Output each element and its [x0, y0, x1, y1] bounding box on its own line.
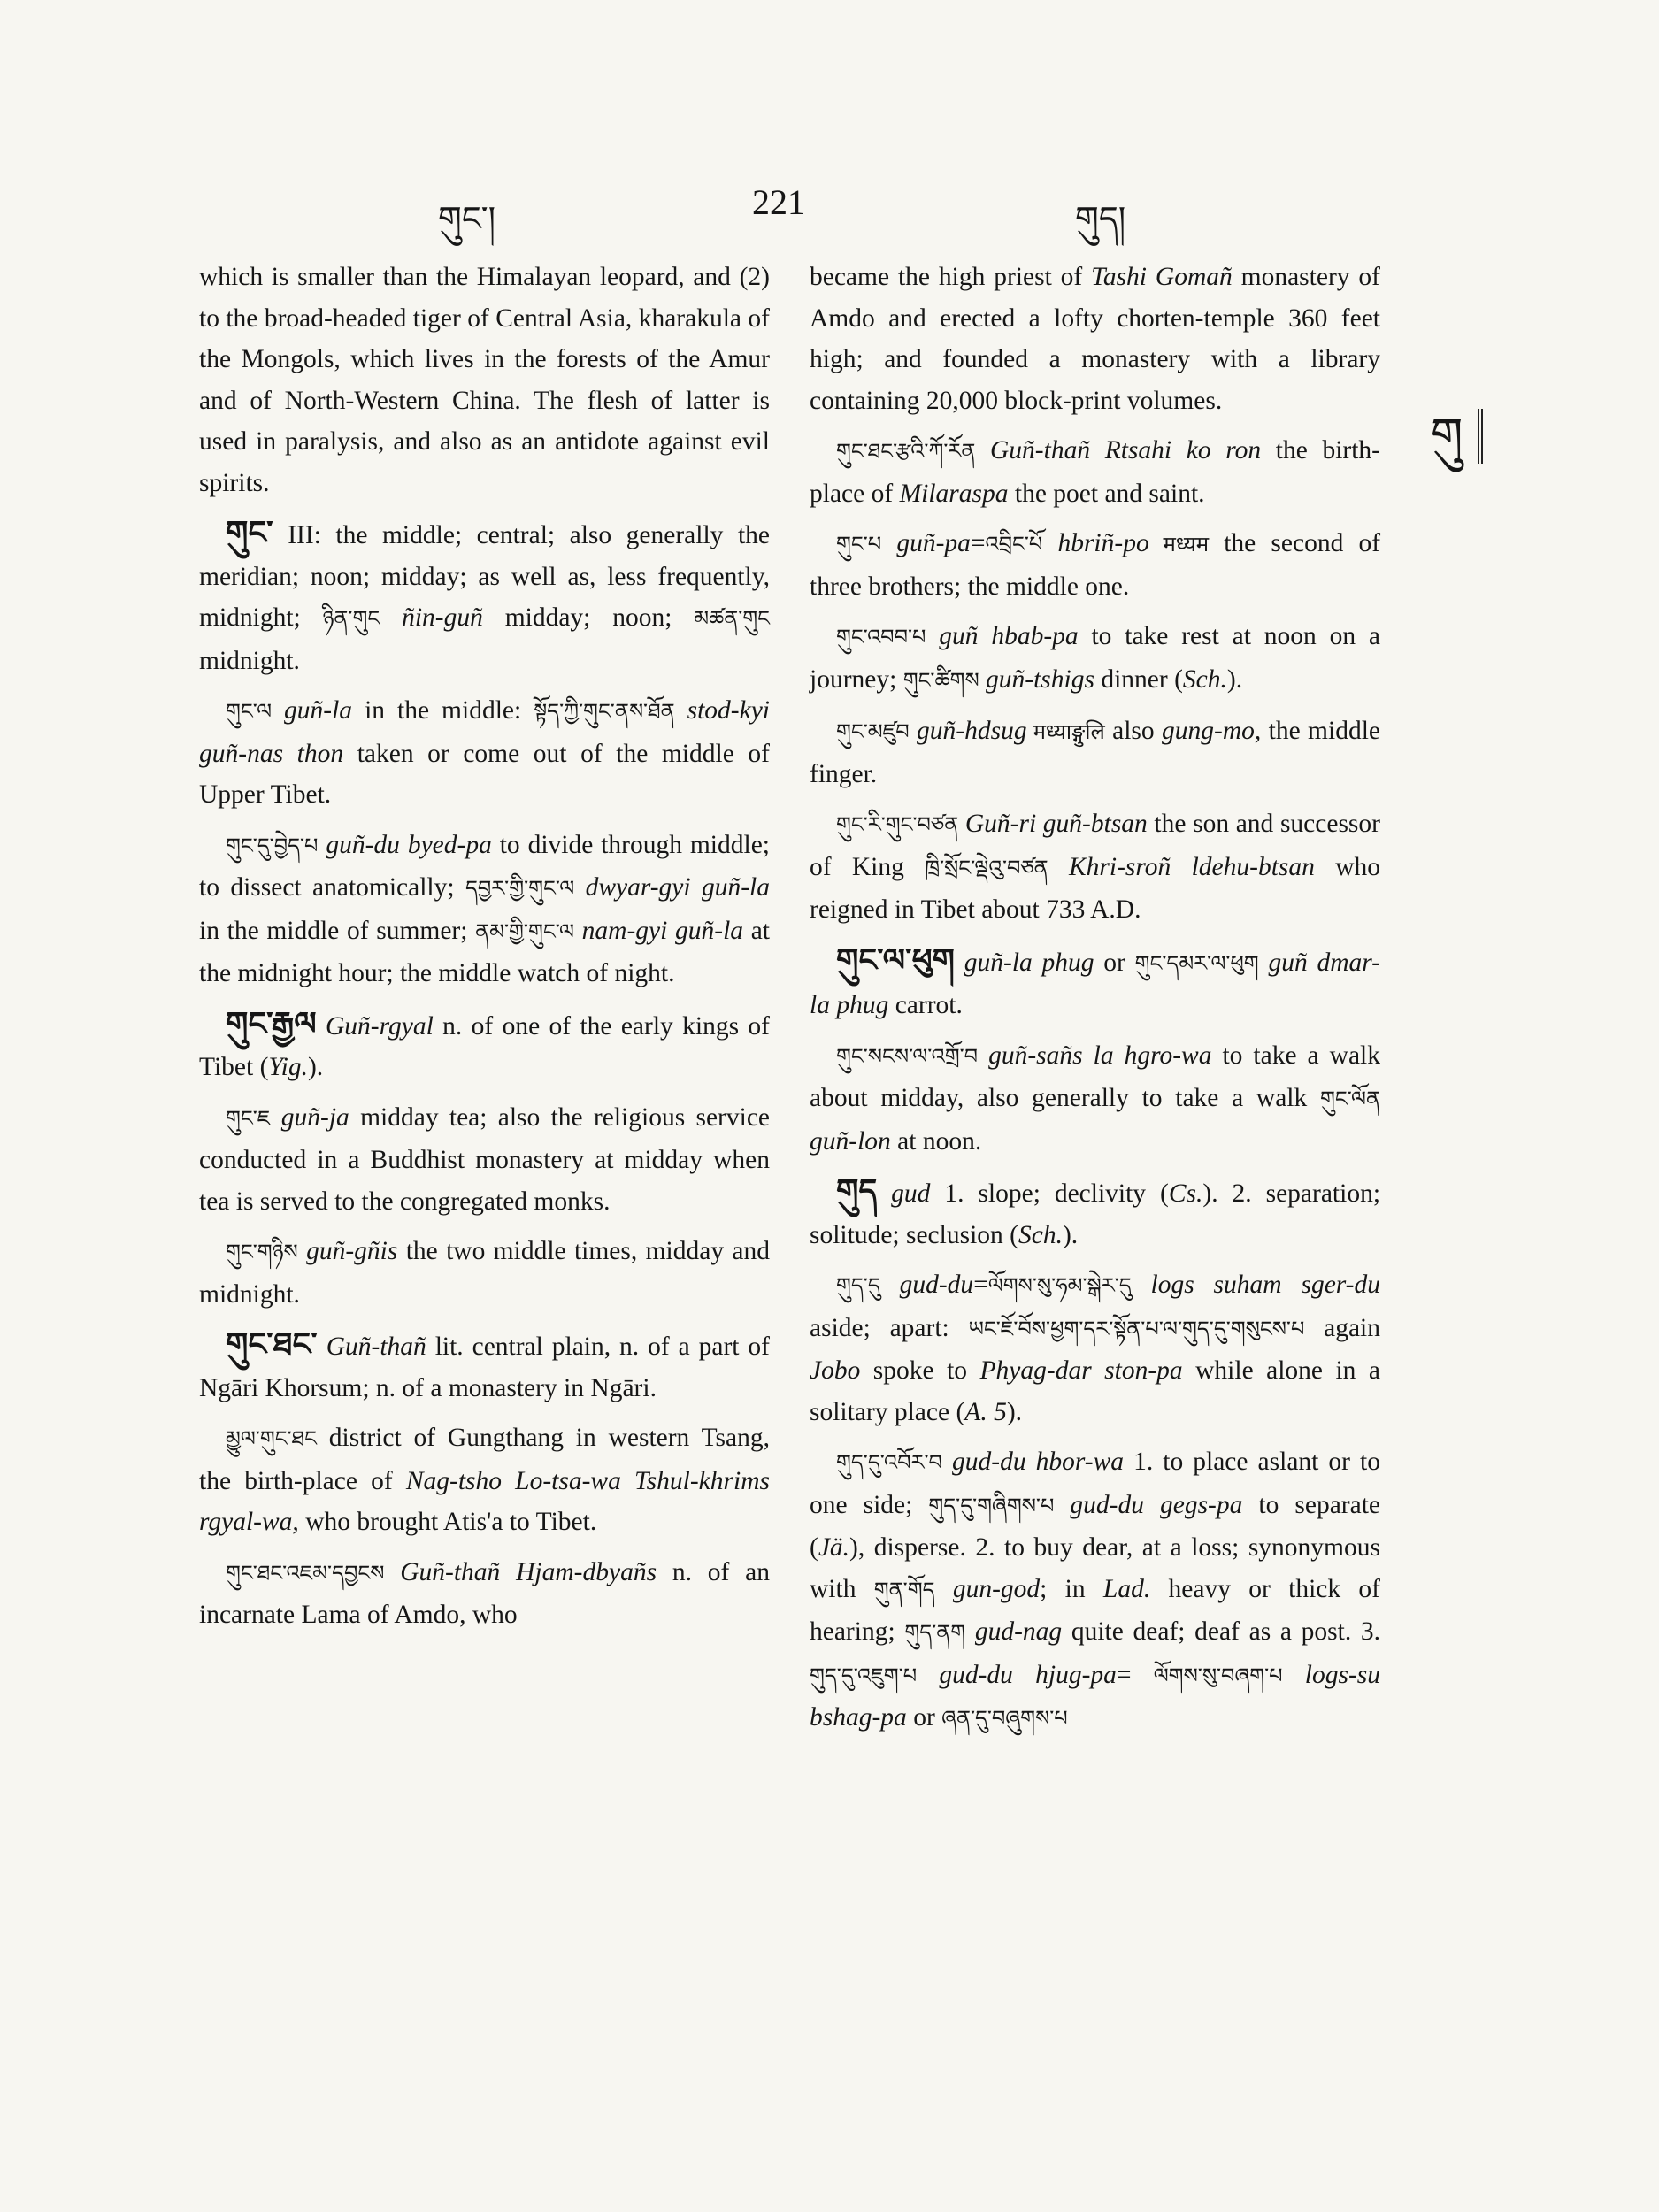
tibetan-term: གུན་གོད	[873, 1578, 935, 1602]
transliteration: gud-du gegs-pa	[1070, 1490, 1243, 1519]
transliteration: gun-god	[952, 1574, 1041, 1603]
transliteration: gung-mo,	[1162, 717, 1262, 745]
transliteration: nam-gyi guñ-la	[581, 916, 744, 945]
tibetan-term: མཚན་གུང	[694, 608, 770, 631]
transliteration: guñ-gñis	[306, 1237, 398, 1265]
entry-text: =	[970, 529, 986, 557]
entry-text	[1042, 529, 1057, 557]
entry-text	[384, 1558, 400, 1586]
tibetan-term: གུད་ནག	[904, 1622, 966, 1645]
entry-text: district of Gungthang in western Tsang, the birth-place of	[199, 1424, 770, 1495]
transliteration: Nag-tsho Lo-tsa-wa Tshul-khrims rgyal-wa,	[199, 1466, 770, 1536]
entry-text: or	[1094, 948, 1135, 977]
entry-text: ). 2. separation; solitude; seclusion (	[810, 1179, 1381, 1249]
entry-text: to take rest at noon on a journey;	[810, 622, 1381, 694]
entry-text: the son and successor of King	[810, 810, 1380, 881]
entry-text	[380, 603, 402, 632]
dictionary-entry	[810, 1171, 1380, 1256]
tibetan-term: གུད་དུ་འཇུག་པ	[810, 1664, 918, 1688]
transliteration: gud-du hjug-pa	[939, 1660, 1117, 1689]
tibetan-term: གུང་ལོན	[1319, 1088, 1380, 1111]
entry-text	[965, 1617, 975, 1646]
transliteration: guñ dmar-la phug	[810, 948, 1381, 1019]
transliteration: Khri-sroñ ldehu-btsan	[1069, 852, 1315, 881]
entry-text: in the middle of summer;	[199, 916, 476, 945]
transliteration: Phyag-dar ston-pa	[979, 1356, 1183, 1385]
entry-text: lit. central plain, n. of a part of Ngāri Khorsum; n. of a monastery in Ngāri.	[199, 1333, 770, 1402]
entry-text: the middle finger.	[810, 717, 1380, 788]
dictionary-entry	[810, 523, 1380, 607]
tibetan-term: གུང་ལ	[226, 701, 273, 724]
entry-text: became the high priest of	[810, 263, 1092, 291]
dictionary-entry	[199, 1417, 770, 1543]
tibetan-term: ཡང་ཇོ་བོས་ཕྱག་དར་སྟོན་པ་ལ་གུད་དུ་གསུངས་པ	[968, 1317, 1305, 1341]
transliteration: guñ-hdsug	[917, 717, 1027, 745]
tibetan-term: གུང་མཛུབ	[836, 721, 910, 744]
tibetan-term: གུང་དུ་བྱེད་པ	[226, 834, 319, 858]
tibetan-term: སྟོད་ཀྱི་གུང་ནས་ཐོན	[534, 701, 675, 724]
entry-text: ).	[1226, 664, 1243, 694]
headword: གུང་	[226, 515, 273, 550]
entry-text: carrot.	[888, 991, 963, 1019]
entry-text: who reigned in Tibet about 733 A.D.	[810, 852, 1380, 924]
entry-text: which is smaller than the Himalayan leopard, and (2) to the broad-headed tiger of Central Asia, kharakula of the Mongols, which lives in the forests of the Amur and of North-Western China. The flesh of latter is used in paralysis, and also as an antidote against evil spirits.	[199, 263, 770, 497]
entry-text: while alone in a solitary place (	[810, 1356, 1380, 1426]
transliteration: gud-du	[899, 1271, 974, 1299]
transliteration: logs suham sger-du	[1150, 1271, 1380, 1299]
entry-text: heavy or thick of hearing;	[810, 1574, 1381, 1646]
transliteration: guñ-tshigs	[986, 664, 1094, 694]
entry-text: midday; noon;	[482, 603, 695, 632]
tibetan-term: དབྱར་གྱི་གུང་ལ	[465, 878, 575, 901]
entry-text	[881, 529, 896, 557]
transliteration: dwyar-gyi guñ-la	[585, 873, 770, 902]
entry-text	[978, 1041, 988, 1070]
left-column	[199, 257, 770, 1645]
transliteration: Jä.	[818, 1533, 850, 1562]
page-header	[0, 181, 1659, 238]
tibetan-term: ལོགས་སུ་ཧམ་སྒེར་དུ	[987, 1275, 1132, 1298]
entry-text	[1132, 1271, 1151, 1299]
entry-text: aside; apart:	[810, 1313, 969, 1342]
headword: གུད	[836, 1173, 878, 1209]
entry-text: n. of an incarnate Lama of Amdo, who	[199, 1557, 770, 1629]
dictionary-entry	[810, 803, 1380, 931]
entry-text: to take a walk about midday, also generally to take a walk	[810, 1041, 1380, 1112]
entry-text: the two middle times, midday and midnight.	[199, 1237, 771, 1309]
transliteration: Lad.	[1102, 1574, 1151, 1603]
entry-text: also	[1104, 717, 1163, 745]
entry-text	[958, 810, 965, 838]
entry-text	[942, 1448, 952, 1476]
transliteration: stod-kyi guñ-nas thon	[199, 696, 771, 768]
entry-text	[272, 696, 284, 725]
dictionary-entry	[199, 1097, 770, 1223]
transliteration: guñ-du byed-pa	[326, 830, 492, 859]
dictionary-entry	[810, 1441, 1380, 1740]
transliteration: Cs.	[1168, 1179, 1203, 1208]
entry-text: spoke to	[860, 1356, 980, 1385]
dictionary-entry	[199, 690, 770, 816]
dictionary-entry	[810, 710, 1380, 795]
entry-text: who brought Atis'a to Tibet.	[298, 1508, 597, 1536]
tibetan-term: གུང་ཇ	[226, 1107, 271, 1131]
transliteration: Guñ-ri guñ-btsan	[964, 810, 1148, 838]
tibetan-term: གུད་དུ་གཞིགས་པ	[928, 1494, 1055, 1518]
dictionary-entry	[199, 1231, 770, 1315]
entry-text	[1054, 1491, 1070, 1519]
entry-text: dinner (	[1094, 664, 1183, 694]
transliteration: hbriñ-po	[1057, 529, 1149, 557]
transliteration: guñ-la phug	[964, 948, 1094, 977]
entry-text: 1. to place aslant or to one side;	[810, 1448, 1380, 1519]
transliteration: guñ-pa	[896, 529, 971, 557]
dictionary-entry	[810, 430, 1380, 514]
entry-text: the second of three brothers; the middle one.	[810, 529, 1381, 601]
tibetan-term: གུད་དུ་འབོར་བ	[836, 1452, 942, 1475]
entry-text	[675, 696, 687, 725]
entry-text: III: the middle; central; also generally the meridian; noon; midday; as well as, less frequently, midnight;	[199, 521, 770, 632]
headword: གུང་ཐང་	[226, 1326, 318, 1362]
entry-text	[975, 436, 990, 465]
transliteration: Milaraspa	[899, 479, 1009, 508]
entry-text	[574, 917, 582, 945]
entry-text	[1048, 853, 1069, 881]
transliteration: guñ-ja	[280, 1102, 349, 1132]
entry-text	[318, 831, 326, 859]
transliteration: Guñ-thañ Hjam-dbyañs	[400, 1557, 657, 1586]
transliteration: gud-nag	[974, 1617, 1063, 1646]
entry-text: or	[906, 1703, 942, 1732]
entry-text: ).	[1062, 1220, 1079, 1249]
dictionary-entry	[810, 1035, 1380, 1163]
dictionary-entry	[199, 257, 770, 503]
dictionary-entry	[199, 512, 770, 681]
transliteration: Sch.	[1182, 664, 1227, 694]
entry-text	[317, 1012, 326, 1041]
entry-text	[270, 1103, 280, 1132]
transliteration: ñin-guñ	[402, 603, 483, 632]
transliteration: Yig.	[268, 1053, 308, 1081]
dictionary-entry	[810, 257, 1380, 421]
entry-text: at the midnight hour; the middle watch of night.	[199, 916, 771, 987]
tibetan-term: ཞན་དུ་བཞུགས་པ	[941, 1708, 1068, 1731]
entry-text: ), disperse. 2. to buy dear, at a loss; synonymous with	[810, 1533, 1380, 1603]
transliteration: guñ-lon	[810, 1126, 891, 1156]
dictionary-entry	[199, 1003, 770, 1088]
dictionary-entry	[199, 1324, 770, 1409]
entry-text	[955, 949, 964, 977]
entry-text	[1259, 949, 1269, 977]
right-column	[810, 257, 1380, 1749]
transliteration: Guñ-rgyal	[326, 1011, 434, 1041]
entry-text: taken or come out of the middle of Upper Tibet.	[199, 739, 770, 809]
entry-text: =	[1116, 1660, 1154, 1689]
entry-text: ).	[307, 1053, 324, 1081]
entry-text: midday tea; also the religious service conducted in a Buddhist monastery at midday when tea is served to the congregated monks.	[199, 1102, 771, 1216]
entry-text	[318, 1333, 326, 1361]
entry-text: monastery of Amdo and erected a lofty chorten-temple 360 feet high; and founded a monastery with a library containing 20,000 block-print volumes.	[810, 263, 1380, 415]
entry-text	[298, 1237, 306, 1265]
entry-text	[910, 717, 917, 745]
entry-text: quite deaf; deaf as a post. 3.	[1062, 1617, 1381, 1646]
tibetan-term: मध्याङ्गुलि	[1026, 721, 1105, 744]
entry-text: to separate (	[810, 1490, 1380, 1562]
tibetan-term: ཁྲི་སྲོང་ལྡེའུ་བཙན	[925, 856, 1048, 880]
entry-text: at noon.	[890, 1126, 982, 1156]
tibetan-term: གུང་འབབ་པ	[836, 626, 926, 649]
tibetan-term: གུང་སངས་ལ་འགྲོ་བ	[836, 1045, 979, 1069]
transliteration: guñ hbab-pa	[939, 622, 1079, 650]
entry-text	[880, 1271, 900, 1299]
entry-text: midnight.	[199, 646, 300, 675]
entry-text: 1. slope; declivity (	[930, 1179, 1169, 1208]
tibetan-term: གུང་པ	[836, 534, 882, 557]
entry-text	[917, 1661, 939, 1689]
tibetan-term: གུང་རི་གུང་བཙན	[836, 814, 959, 837]
transliteration: Guñ-thañ	[326, 1333, 426, 1361]
transliteration: A. 5	[964, 1397, 1007, 1426]
page-number: 221	[752, 182, 805, 222]
tibetan-term: གུད་དུ	[836, 1275, 880, 1298]
tibetan-term: ཉིན་གུང	[322, 608, 380, 631]
entry-text: again	[1304, 1313, 1380, 1342]
headword: གུང་ལ་ཕུག	[836, 941, 955, 978]
transliteration: logs-su bshag-pa	[810, 1660, 1380, 1732]
dictionary-entry	[199, 1552, 770, 1636]
thumb-index-tab: གུ	[1416, 409, 1483, 464]
dictionary-entry	[199, 825, 770, 995]
headword: གུང་རྒྱལ	[226, 1005, 317, 1041]
tibetan-term: འབྲིང་པོ	[985, 534, 1043, 557]
entry-text: n. of one of the early kings of Tibet (	[199, 1011, 770, 1081]
entry-text	[877, 1179, 891, 1208]
tibetan-term: གུང་ཐང་འཇམ་དབྱངས	[226, 1562, 385, 1586]
entry-text	[935, 1575, 953, 1603]
entry-text: ; in	[1040, 1574, 1103, 1603]
entry-text	[979, 665, 986, 694]
dictionary-entry	[810, 616, 1380, 702]
entry-text: =	[973, 1271, 988, 1299]
entry-text: the birth-place of	[810, 436, 1380, 508]
tibetan-term: གུང་དམར་ལ་ཕུག	[1134, 952, 1259, 976]
entry-text: ).	[1006, 1397, 1023, 1426]
entry-text	[1283, 1661, 1305, 1689]
header-right-guideword: གུད།	[1075, 201, 1126, 238]
transliteration: Jobo	[810, 1356, 861, 1385]
transliteration: gud	[891, 1179, 931, 1208]
transliteration: guñ-la	[284, 696, 353, 725]
tibetan-term: मध्यम	[1148, 534, 1210, 557]
tibetan-term: གུང་ཐང་རྩའི་ཀོ་རོན	[836, 441, 976, 464]
entry-text: the poet and saint.	[1008, 479, 1205, 508]
entry-text: in the middle:	[352, 696, 534, 725]
entry-text: to divide through middle; to dissect anatomically;	[199, 830, 770, 902]
entry-text	[926, 622, 939, 650]
transliteration: guñ-sañs la hgro-wa	[988, 1041, 1212, 1070]
header-left-guideword: གུང་།	[438, 201, 496, 238]
transliteration: Tashi Gomañ	[1091, 263, 1233, 291]
transliteration: Sch.	[1018, 1220, 1063, 1249]
transliteration: Guñ-thañ Rtsahi ko ron	[990, 436, 1262, 465]
tibetan-term: ལོགས་སུ་བཞག་པ	[1153, 1664, 1283, 1688]
entry-text	[574, 873, 585, 902]
tibetan-term: ནམ་གྱི་གུང་ལ	[475, 920, 574, 944]
transliteration: gud-du hbor-wa	[952, 1448, 1125, 1476]
dictionary-entry	[810, 1264, 1380, 1432]
tibetan-term: གུང་གཉིས	[226, 1241, 298, 1264]
tibetan-term: གུང་ཚིགས	[902, 669, 979, 693]
tibetan-term: མྱུལ་གུང་ཐང	[226, 1428, 317, 1451]
dictionary-entry	[810, 940, 1380, 1026]
